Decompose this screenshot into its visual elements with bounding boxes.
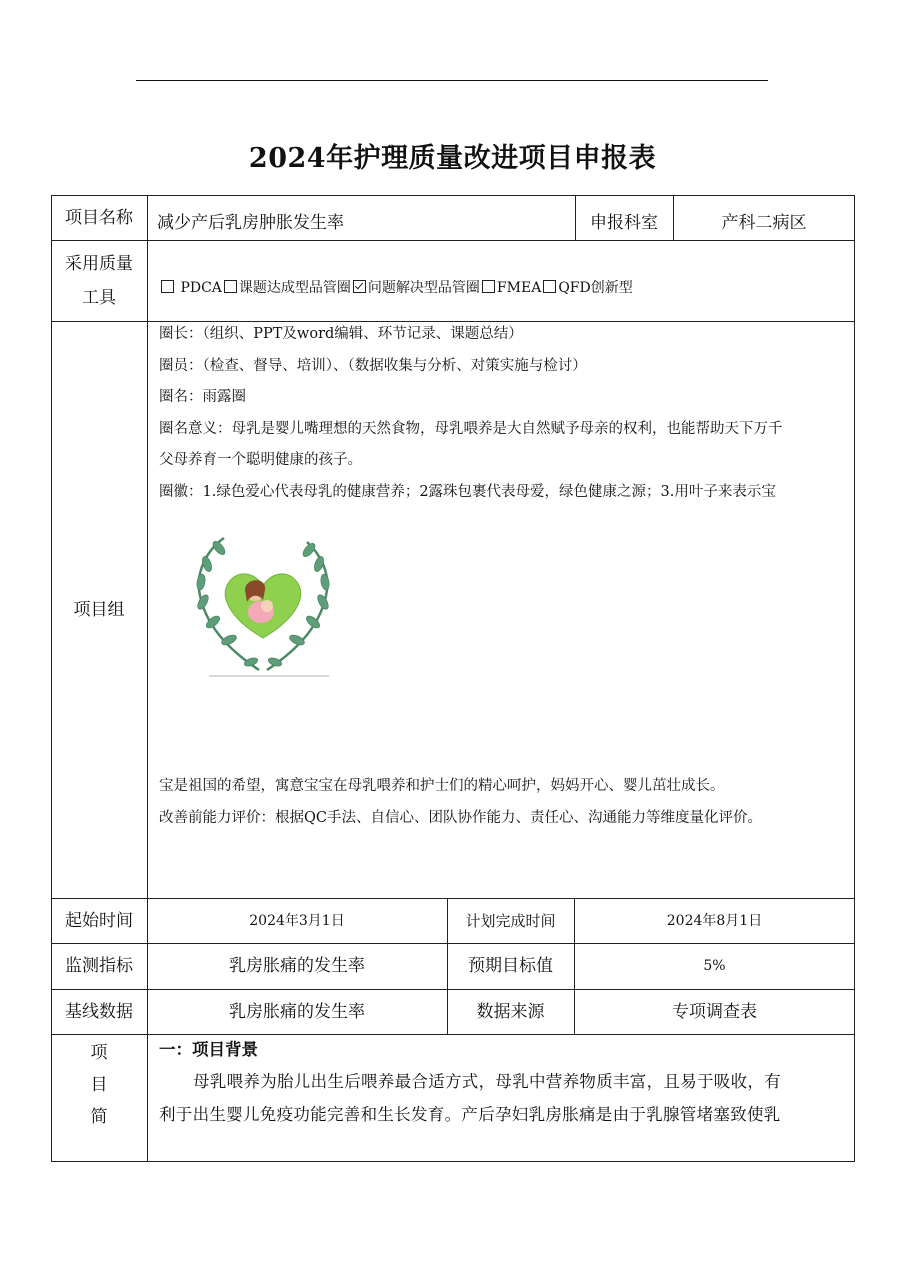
project-intro-text [159, 1035, 849, 1131]
checkbox-qfd[interactable] [543, 280, 556, 293]
start-time-label: 起始时间 [65, 910, 133, 931]
project-name-label: 项目名称 [65, 207, 133, 228]
target-value: 5% [703, 958, 726, 974]
checkbox-problem-circle[interactable] [353, 280, 366, 293]
application-form [51, 195, 855, 1162]
planned-finish-label: 计划完成时间 [465, 911, 556, 930]
team-line: 改善前能力评价：根据QC手法、自信心、团队协作能力、责任心、沟通能力等维度量化评价。 [159, 809, 762, 826]
intro-label-char: 简 [90, 1107, 108, 1127]
quality-tool-label: 采用质量工具 [65, 254, 133, 308]
quality-tool-options [159, 277, 849, 301]
intro-heading: 一：项目背景 [159, 1040, 258, 1059]
checkbox-fmea[interactable] [482, 280, 495, 293]
form-border-bottom [51, 1161, 855, 1162]
start-time-value: 2024年3月1日 [249, 912, 345, 929]
tool-option-pdca: PDCA [180, 280, 222, 296]
intro-label-char: 目 [90, 1075, 108, 1095]
project-team-label: 项目组 [73, 599, 125, 620]
intro-label-char: 项 [90, 1043, 108, 1063]
planned-finish-value: 2024年8月1日 [666, 912, 763, 929]
data-source-label: 数据来源 [476, 1001, 545, 1022]
team-line: 圈长：（组织、PPT及word编辑、环节记录、课题总结） [159, 326, 523, 342]
circle-emblem-logo [189, 530, 337, 678]
team-line: 宝是祖国的希望，寓意宝宝在母乳喂养和护士们的精心呵护，妈妈开心、婴儿茁壮成长。 [159, 778, 725, 794]
baseline-data-label: 基线数据 [65, 1001, 133, 1022]
monitor-indicator-label: 监测指标 [65, 956, 133, 976]
department-value: 产科二病区 [721, 213, 807, 233]
intro-paragraph-line: 利于出生婴儿免疫功能完善和生长发育。产后孕妇乳房胀痛是由于乳腺管堵塞致使乳 [159, 1105, 781, 1124]
data-source-value: 专项调查表 [672, 1001, 757, 1022]
page-title: 2024年护理质量改进项目申报表 [248, 143, 657, 174]
tool-option-target-circle: 课题达成型品管圈 [238, 280, 351, 296]
baseline-data-value: 乳房胀痛的发生率 [229, 1001, 365, 1022]
team-line: 圈徽：1.绿色爱心代表母乳的健康营养；2露珠包裹代表母爱，绿色健康之源；3.用叶子来表示宝 [159, 483, 776, 500]
project-team-text [159, 319, 849, 508]
tool-option-qfd: QFD创新型 [558, 280, 633, 296]
tool-option-fmea: FMEA [496, 280, 542, 296]
project-intro-label [51, 1037, 147, 1133]
tool-option-problem-circle: 问题解决型品管圈 [367, 280, 480, 296]
team-line: 圈名：雨露圈 [159, 389, 246, 405]
checkbox-pdca[interactable] [161, 280, 174, 293]
checkbox-target-circle[interactable] [224, 280, 237, 293]
project-team-text-continued [159, 771, 849, 834]
monitor-indicator-value: 乳房胀痛的发生率 [229, 956, 365, 976]
target-value-label: 预期目标值 [468, 956, 553, 976]
team-line: 父母养育一个聪明健康的孩子。 [159, 452, 362, 468]
intro-paragraph-line: 母乳喂养为胎儿出生后喂养最合适方式，母乳中营养物质丰富，且易于吸收，有 [193, 1072, 781, 1091]
project-name-value: 减少产后乳房肿胀发生率 [157, 213, 344, 233]
team-line: 圈员：（检查、督导、培训）、（数据收集与分析、对策实施与检讨） [159, 357, 587, 374]
team-line: 圈名意义：母乳是婴儿嘴理想的天然食物，母乳喂养是大自然赋予母亲的权利，也能帮助天下万千 [159, 420, 783, 437]
department-label: 申报科室 [590, 213, 658, 233]
row-divider [51, 240, 855, 241]
header-rule [136, 80, 768, 81]
